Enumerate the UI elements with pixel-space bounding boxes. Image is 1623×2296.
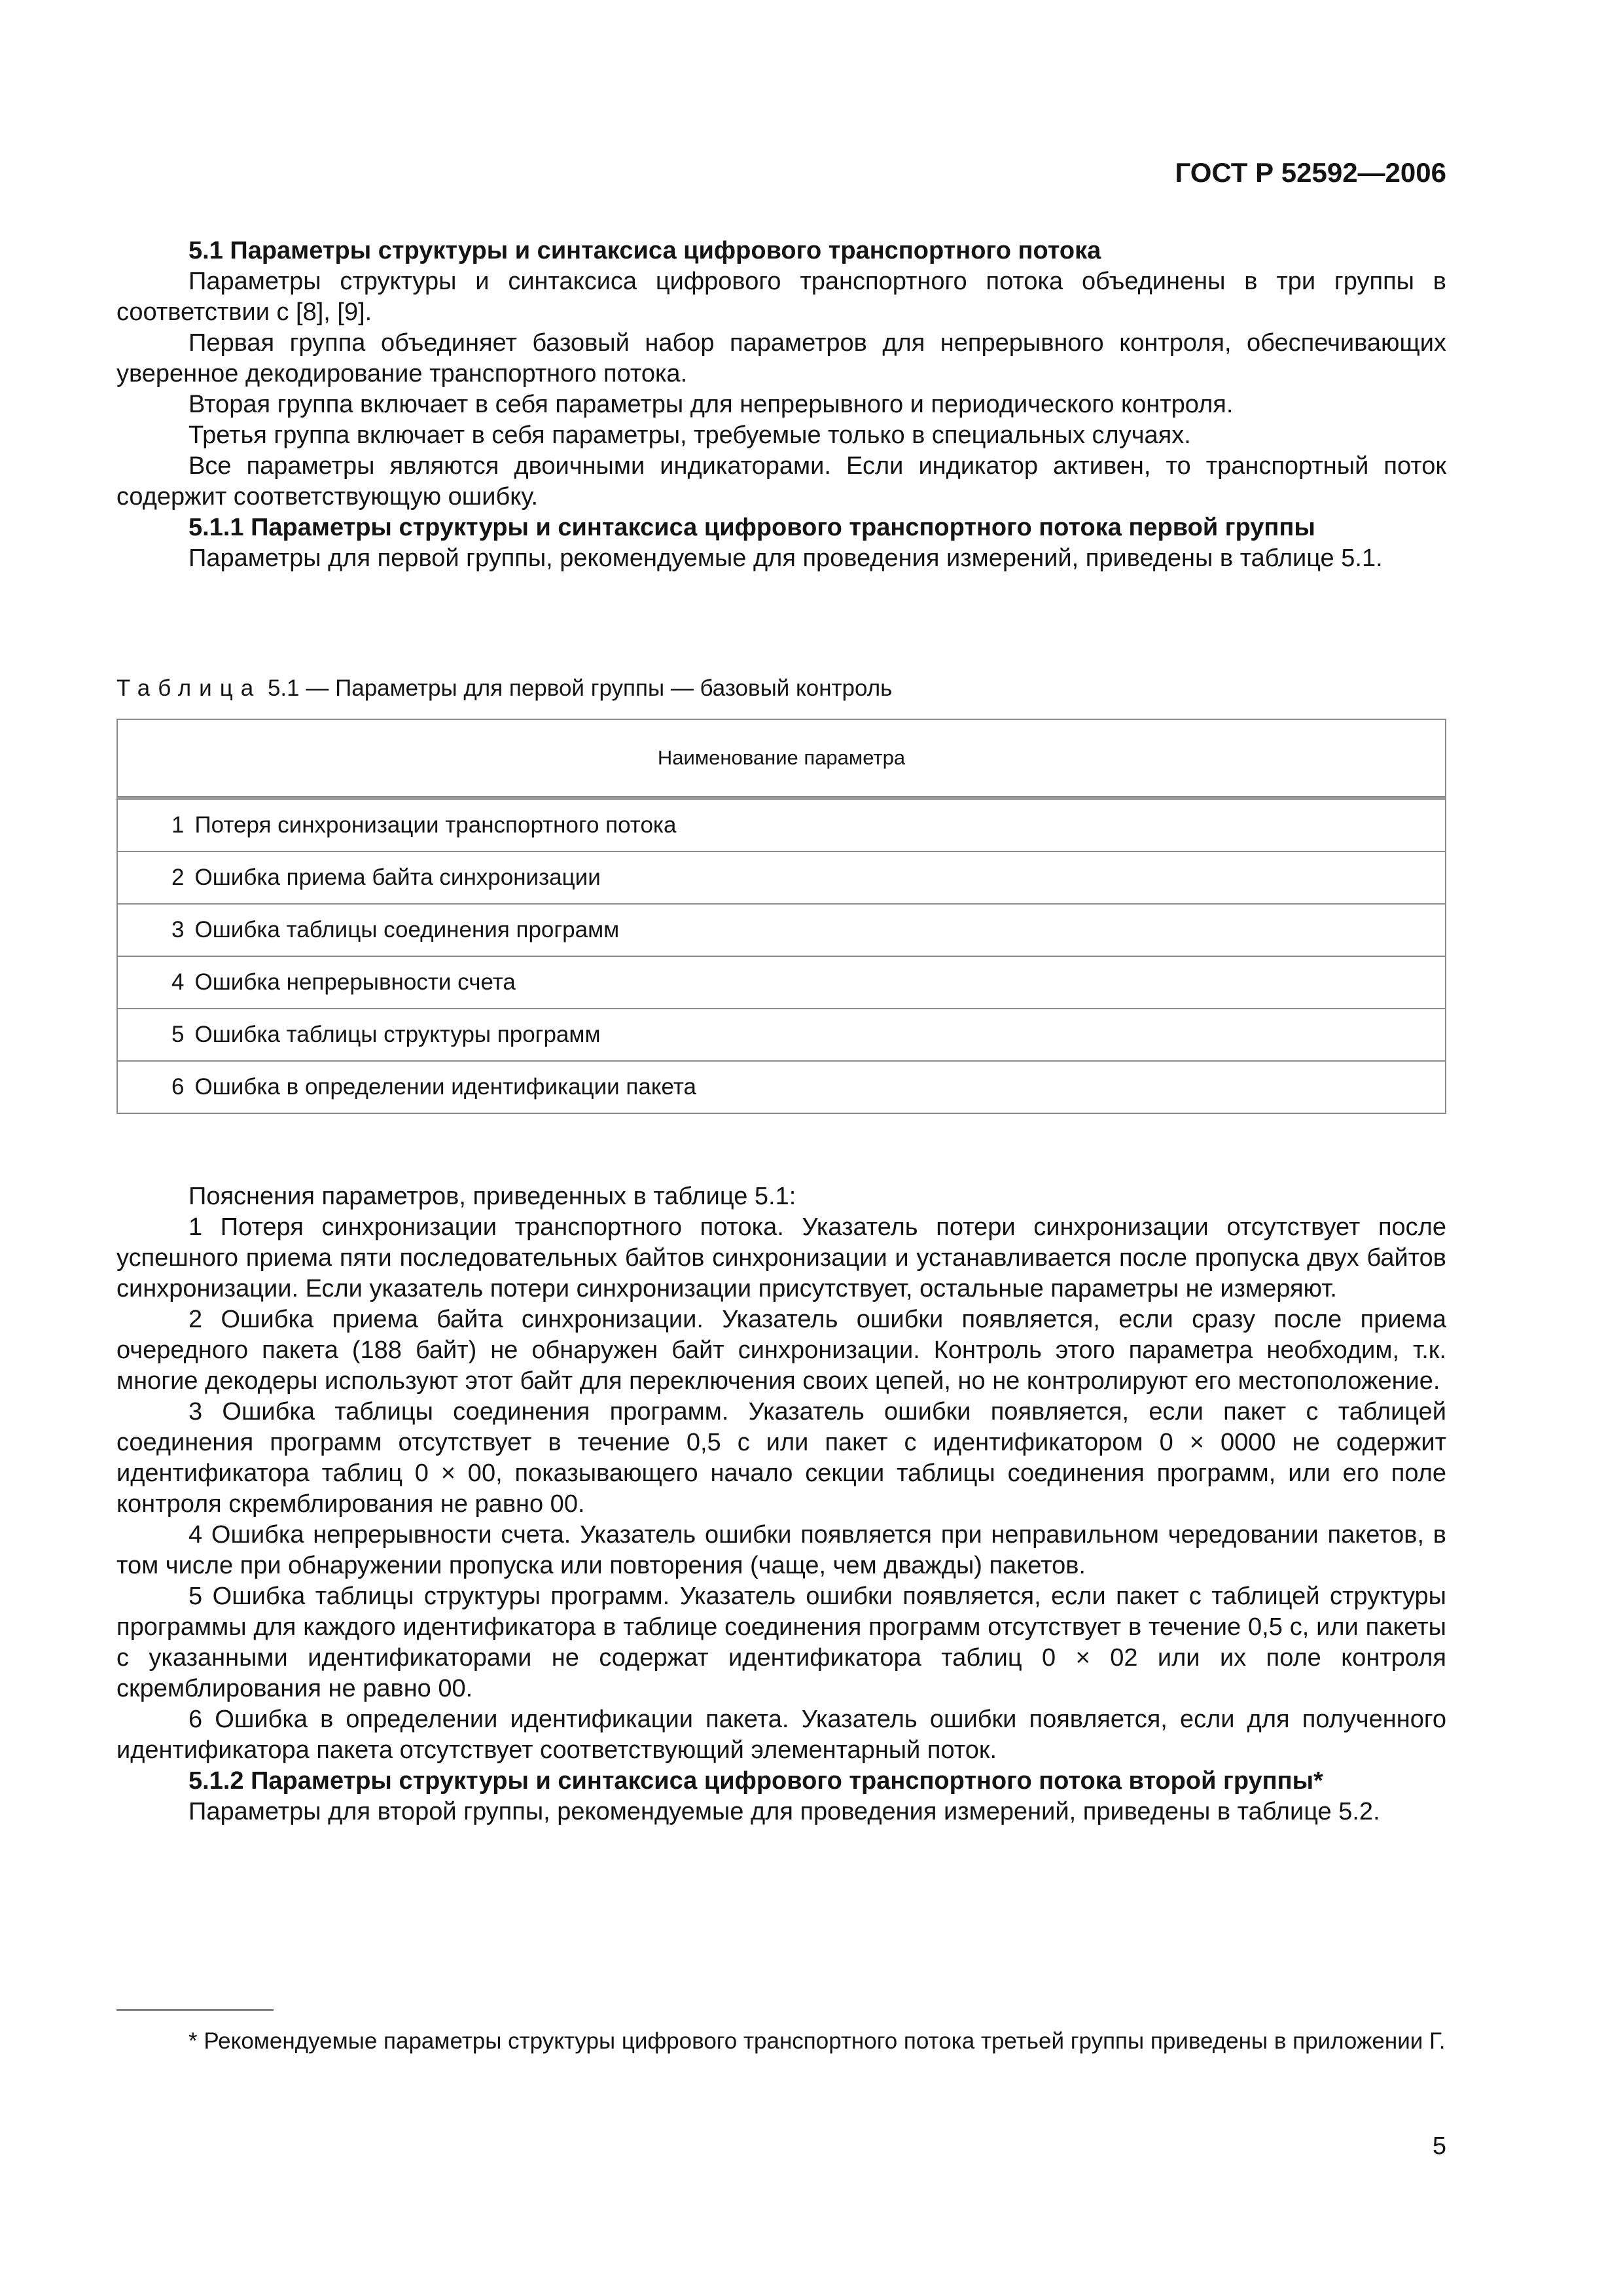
row-parameter: Потеря синхронизации транспортного потока [194,812,677,838]
parameters-table [116,719,1446,1114]
paragraph: Параметры структуры и синтаксиса цифрового транспортного потока объединены в три группы в соответствии с [8], [9]. [116,268,1446,326]
heading-5-1-1: 5.1.1 Параметры структуры и синтаксиса цифрового транспортного потока первой группы [188,514,1315,541]
row-parameter: Ошибка приема байта синхронизации [194,865,601,890]
row-parameter: Ошибка таблицы структуры программ [194,1022,601,1047]
page-number: 5 [1432,2132,1446,2160]
paragraph: 5 Ошибка таблицы структуры программ. Указатель ошибки появляется, если пакет с таблицей структуры программы для каждого идентификатора в таблице соединения программ отсутствует в течение 0,5 с, или пакеты с указанными идентификаторами не содержат идентификатора таблиц 0 × 02 или их поле контроля скремблирования не равно 00. [116,1583,1446,1702]
table-row [118,851,1445,903]
paragraph: Вторая группа включает в себя параметры для непрерывного и периодического контроля. [188,391,1234,418]
heading-5-1-2: 5.1.2 Параметры структуры и синтаксиса цифрового транспортного потока второй группы* [188,1767,1323,1795]
table-caption-label: Таблица [116,675,262,701]
table-caption [116,675,892,702]
heading-5-1: 5.1 Параметры структуры и синтаксиса цифрового транспортного потока [188,237,1101,264]
paragraph: 6 Ошибка в определении идентификации пакета. Указатель ошибки появляется, если для полученного идентификатора пакета отсутствует соответствующий элементарный поток. [116,1706,1446,1764]
paragraph: Все параметры являются двоичными индикаторами. Если индикатор активен, то транспортный поток содержит соответствующую ошибку. [116,452,1446,511]
row-number: 2 [171,865,185,890]
table-row [118,797,1445,851]
paragraph: 1 Потеря синхронизации транспортного потока. Указатель потери синхронизации отсутствует после успешного приема пяти последовательных байтов синхронизации и устанавливается после пропуска двух байтов синхронизации. Если указатель потери синхронизации присутствует, остальные параметры не измеряют. [116,1213,1446,1302]
table-row [118,903,1445,956]
table-header: Наименование параметра [118,720,1445,797]
section-5-1 [116,236,1446,574]
row-number: 3 [171,917,185,942]
paragraph: 3 Ошибка таблицы соединения программ. Указатель ошибки появляется, если пакет с таблицей соединения программ отсутствует в течение 0,5 с или пакет с идентификатором 0 × 0000 не содержит идентификатора таблиц 0 × 00, показывающего начало секции таблицы соединения программ, или его поле контроля скремблирования не равно 00. [116,1398,1446,1518]
paragraph: Первая группа объединяет базовый набор параметров для непрерывного контроля, обеспечивающих уверенное декодирование транспортного потока. [116,329,1446,387]
paragraph: Параметры для первой группы, рекомендуемые для проведения измерений, приведены в таблице 5.1. [188,545,1383,572]
footnote-divider [116,2009,274,2011]
document-number: ГОСТ Р 52592—2006 [1175,157,1446,188]
parameter-explanations [116,1181,1446,1827]
footnote: * Рекомендуемые параметры структуры цифрового транспортного потока третьей группы приведены в приложении Г. [188,2028,1446,2054]
row-parameter: Ошибка непрерывности счета [194,969,516,995]
row-number: 4 [171,969,185,995]
paragraph: 4 Ошибка непрерывности счета. Указатель ошибки появляется при неправильном чередовании пакетов, в том числе при обнаружении пропуска или повторения (чаще, чем дважды) пакетов. [116,1521,1446,1579]
row-number: 1 [171,812,185,838]
table-row [118,1008,1445,1060]
table-caption-text: 5.1 — Параметры для первой группы — базовый контроль [267,675,893,701]
paragraph: Параметры для второй группы, рекомендуемые для проведения измерений, приведены в таблице 5.2. [188,1798,1380,1825]
row-parameter: Ошибка в определении идентификации пакета [194,1074,696,1100]
table-row [118,1060,1445,1113]
row-number: 6 [171,1074,185,1100]
paragraph: Пояснения параметров, приведенных в таблице 5.1: [188,1183,796,1210]
paragraph: 2 Ошибка приема байта синхронизации. Указатель ошибки появляется, если сразу после приема очередного пакета (188 байт) не обнаружен байт синхронизации. Контроль этого параметра необходим, т.к. многие декодеры используют этот байт для переключения своих цепей, но не контролируют его местоположение. [116,1306,1446,1395]
row-number: 5 [171,1022,185,1047]
row-parameter: Ошибка таблицы соединения программ [194,917,620,942]
paragraph: Третья группа включает в себя параметры, требуемые только в специальных случаях. [188,422,1191,449]
table-row [118,956,1445,1008]
